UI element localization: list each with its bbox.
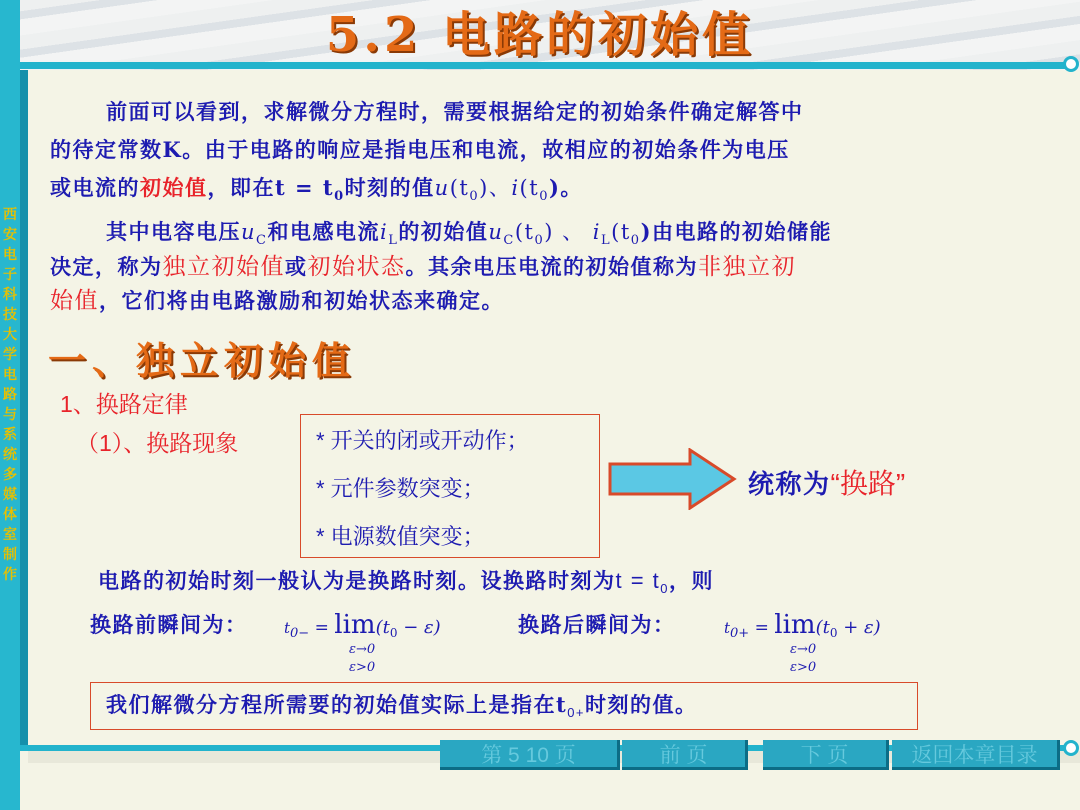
right-arrow-icon xyxy=(608,448,738,510)
footer-area xyxy=(28,763,1080,810)
prev-page-button[interactable]: 前 页 xyxy=(622,740,748,770)
box-item-3: * 电源数值突变； xyxy=(316,524,485,549)
box-item-1: * 开关的闭或开动作； xyxy=(316,428,529,453)
formula-before: $t_{0-} = \lim(t_0 - \varepsilon)$ xyxy=(284,610,441,642)
next-page-button[interactable]: 下 页 xyxy=(763,740,889,770)
intro2-line-2: 决定，称为独立初始值或初始状态。其余电压电流的初始值称为非独立初 xyxy=(50,253,796,279)
intro2-line-3: 始值，它们将由电路激励和初始状态来确定。 xyxy=(50,287,504,313)
lim-condition-before-1: ε→0 xyxy=(349,642,376,657)
left-accent-edge xyxy=(20,70,28,750)
back-to-contents-button[interactable]: 返回本章目录 xyxy=(892,740,1060,770)
lim-condition-after-1: ε→0 xyxy=(790,642,817,657)
page-indicator: 第 5 10 页 xyxy=(440,740,620,770)
intro-line-2: 的待定常数K。由于电路的响应是指电压和电流，故相应的初始条件为电压 xyxy=(50,137,790,162)
lim-condition-before-2: ε>0 xyxy=(349,660,376,675)
switching-moment-line: 电路的初始时刻一般认为是换路时刻。设换路时刻为$t = t_0$，则 xyxy=(98,568,715,597)
before-label: 换路前瞬间为： xyxy=(90,612,248,637)
intro2-line-1: 其中电容电压$u_C$和电感电流$i_L$的初始值$u_C(t_0)$ 、 $i_L(t_0)$由电路的初始储能 xyxy=(106,219,833,249)
slide-title: 5.2 电路的初始值 xyxy=(325,7,755,63)
intro-line-3: 或电流的初始值，即在$t = t_0$时刻的值$u(t_0)$、$i(t_0)$。 xyxy=(50,175,583,205)
lim-condition-after-2: ε>0 xyxy=(790,660,817,675)
bottom-divider-dot xyxy=(1063,740,1079,756)
subsection-title: 1、换路定律 xyxy=(60,391,188,417)
formula-after: $t_{0+} = \lim(t_0 + \varepsilon)$ xyxy=(724,610,881,642)
vertical-label: 西安电子科技大学电路与系统多媒体室制作 xyxy=(3,207,17,583)
section-heading: 一、独立初始值 xyxy=(48,338,357,383)
switching-label: 统称为“换路” xyxy=(748,468,906,500)
intro-line-1: 前面可以看到，求解微分方程时，需要根据给定的初始条件确定解答中 xyxy=(106,99,804,124)
term-initial-value: 初始值 xyxy=(140,175,208,200)
box-item-2: * 元件参数突变； xyxy=(316,476,485,501)
conclusion-text: 我们解微分方程所需要的初始值实际上是指在$t_{0+}$时刻的值。 xyxy=(106,692,698,721)
subsubsection-title: （1）、换路现象 xyxy=(76,430,239,456)
after-label: 换路后瞬间为： xyxy=(518,612,676,637)
